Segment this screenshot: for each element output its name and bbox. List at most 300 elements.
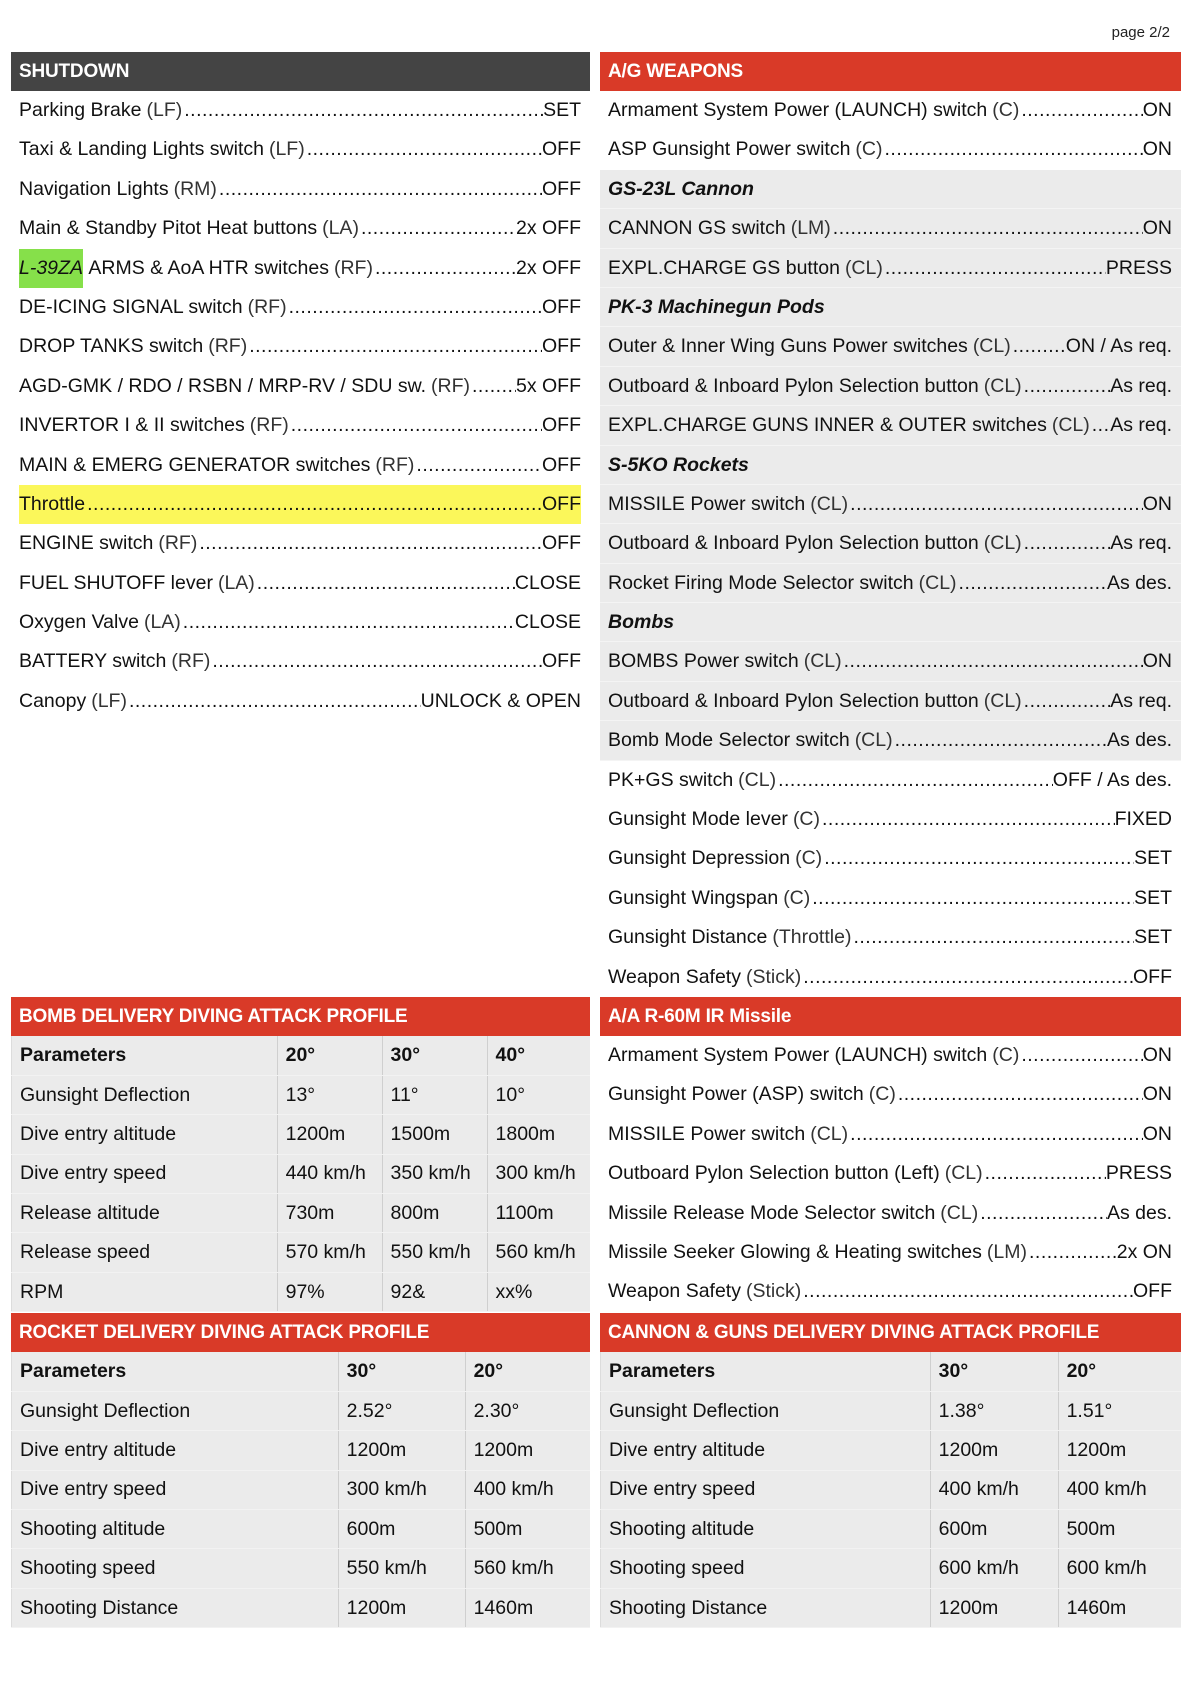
parameter-name: RPM (12, 1272, 278, 1311)
parameter-value: 11° (382, 1075, 487, 1114)
parameter-value: 1200m (930, 1431, 1058, 1470)
column-header: 30° (930, 1352, 1058, 1391)
table-row (12, 1510, 591, 1549)
item-value: ON / As req. (1065, 335, 1172, 358)
dot-leader (1029, 1233, 1117, 1272)
table-row (12, 1272, 591, 1311)
checklist-item (11, 367, 590, 406)
item-label: AGD-GMK / RDO / RSBN / MRP-RV / SDU sw. (19, 374, 427, 397)
item-value: SET (1134, 886, 1172, 909)
dot-leader (850, 1115, 1143, 1154)
parameter-name: Dive entry altitude (12, 1431, 339, 1470)
table-row (12, 1588, 591, 1627)
item-value: OFF (1133, 965, 1172, 988)
column-header: 20° (465, 1352, 590, 1391)
checklist-item (11, 485, 590, 524)
item-label: Main & Standby Pitot Heat buttons (19, 217, 318, 240)
parameter-value: 600m (930, 1510, 1058, 1549)
checklist-item (600, 130, 1181, 169)
parameter-value: 1200m (465, 1431, 590, 1470)
item-location: (RF) (208, 335, 248, 358)
item-label: Outboard & Inboard Pylon Selection button (608, 374, 979, 397)
dot-leader (778, 761, 1053, 800)
dot-leader (1021, 1036, 1142, 1075)
parameter-value: 2.52° (338, 1391, 465, 1430)
item-location: (LA) (322, 217, 359, 240)
item-label: PK+GS switch (608, 768, 734, 791)
table-row (601, 1510, 1182, 1549)
item-label: Outboard & Inboard Pylon Selection button (608, 689, 979, 712)
parameter-value: 400 km/h (465, 1470, 590, 1509)
subsection-title: PK-3 Machinegun Pods (608, 295, 825, 318)
dot-leader (898, 1075, 1143, 1114)
parameter-value: 92& (382, 1272, 487, 1311)
item-label: Navigation Lights (19, 177, 169, 200)
bomb-profile-table (11, 1036, 590, 1312)
parameter-value: 600m (338, 1510, 465, 1549)
parameter-value: 560 km/h (465, 1549, 590, 1588)
checklist-item (600, 367, 1181, 406)
column-header: 20° (277, 1036, 382, 1075)
item-location: (CL) (983, 374, 1022, 397)
item-location: (CL) (983, 532, 1022, 555)
item-location: (LM) (790, 217, 831, 240)
checklist-item (600, 249, 1181, 288)
table-row (12, 1075, 591, 1114)
item-location: (CL) (1051, 414, 1090, 437)
checklist-item (600, 524, 1181, 563)
item-location: (LA) (217, 571, 255, 594)
item-label: INVERTOR I & II switches (19, 414, 245, 437)
checklist (600, 1036, 1181, 1312)
item-value: OFF / As des. (1052, 768, 1172, 791)
item-location: (Throttle) (772, 926, 852, 949)
parameter-value: 570 km/h (277, 1233, 382, 1272)
column-header: 40° (487, 1036, 590, 1075)
checklist-item (600, 1194, 1181, 1233)
checklist-item (11, 406, 590, 445)
item-label: Gunsight Power (ASP) switch (608, 1083, 864, 1106)
parameter-value: 97% (277, 1272, 382, 1311)
item-label: Armament System Power (LAUNCH) switch (608, 99, 988, 121)
section-header: BOMB DELIVERY DIVING ATTACK PROFILE (11, 997, 590, 1036)
item-label: EXPL.CHARGE GS button (608, 256, 840, 279)
parameter-name: Shooting Distance (601, 1588, 931, 1627)
parameter-value: 13° (277, 1075, 382, 1114)
table-row (12, 1391, 591, 1430)
dot-leader (895, 721, 1107, 759)
dot-leader (1024, 524, 1111, 562)
table-row (601, 1431, 1182, 1470)
parameter-value: 400 km/h (930, 1470, 1058, 1509)
aa-missile-section (600, 997, 1181, 1312)
parameter-value: 550 km/h (382, 1233, 487, 1272)
dot-leader (291, 406, 542, 445)
dot-leader (885, 249, 1106, 287)
parameter-value: 730m (277, 1194, 382, 1233)
table-header-row (12, 1036, 591, 1075)
cannon-profile-section (600, 1313, 1181, 1628)
table-header-row (12, 1352, 591, 1391)
parameter-value: 1100m (487, 1194, 590, 1233)
dot-leader (959, 564, 1107, 602)
item-location: (RF) (249, 414, 289, 437)
dot-leader (472, 367, 516, 406)
dot-leader (129, 682, 421, 721)
subsection-header (600, 288, 1181, 327)
item-location: (RF) (247, 295, 287, 318)
dot-leader (1024, 367, 1111, 405)
item-label: BATTERY switch (19, 650, 167, 673)
column-header: 30° (382, 1036, 487, 1075)
item-label: Parking Brake (19, 99, 142, 121)
dot-leader (985, 1154, 1106, 1193)
checklist-item (600, 642, 1181, 681)
item-location: (C) (868, 1083, 896, 1106)
item-location: (CL) (944, 1162, 983, 1185)
item-location: (C) (783, 886, 811, 909)
checklist-item (600, 1272, 1181, 1311)
checklist-item (600, 91, 1181, 130)
subsection-title: GS-23L Cannon (608, 177, 754, 200)
table-row (12, 1194, 591, 1233)
parameter-name: Dive entry altitude (601, 1431, 931, 1470)
item-label: Bomb Mode Selector switch (608, 729, 850, 752)
table-row (12, 1470, 591, 1509)
dot-leader (885, 130, 1143, 169)
section-header: A/A R-60M IR Missile (600, 997, 1181, 1036)
rocket-profile-table (11, 1352, 590, 1628)
item-label: Gunsight Depression (608, 847, 791, 870)
parameter-name: Shooting speed (601, 1549, 931, 1588)
item-label: ARMS & AoA HTR switches (88, 256, 329, 279)
rocket-profile-section (11, 1313, 590, 1628)
item-value: As des. (1106, 1201, 1172, 1224)
table-row (12, 1431, 591, 1470)
item-value: ON (1142, 492, 1172, 515)
parameter-name: Dive entry speed (601, 1470, 931, 1509)
column-header: Parameters (12, 1352, 339, 1391)
dot-leader (1092, 406, 1110, 444)
item-location: (CL) (972, 335, 1011, 358)
table-row (12, 1154, 591, 1193)
parameter-name: Shooting altitude (12, 1510, 339, 1549)
checklist-item (11, 682, 590, 721)
item-value: As req. (1110, 532, 1172, 555)
item-location: (CL) (854, 729, 893, 752)
dot-leader (833, 209, 1143, 247)
item-label: Canopy (19, 689, 87, 712)
column-header: 20° (1058, 1352, 1181, 1391)
table-row (12, 1115, 591, 1154)
parameter-value: 1200m (338, 1431, 465, 1470)
section-header: A/G WEAPONS (600, 52, 1181, 91)
parameter-value: 300 km/h (338, 1470, 465, 1509)
dot-leader (853, 918, 1134, 957)
item-value: CLOSE (514, 611, 581, 634)
item-value: ON (1142, 1044, 1172, 1066)
parameter-value: xx% (487, 1272, 590, 1311)
item-location: (CL) (738, 768, 777, 791)
item-label: Weapon Safety (608, 1280, 741, 1303)
item-value: 2x OFF (515, 217, 581, 240)
item-value: OFF (542, 453, 581, 476)
parameter-value: 400 km/h (1058, 1470, 1181, 1509)
checklist-item (11, 288, 590, 327)
item-label: Outboard Pylon Selection button (Left) (608, 1162, 940, 1185)
dot-leader (87, 485, 542, 524)
dot-leader (1024, 682, 1111, 720)
parameter-value: 500m (1058, 1510, 1181, 1549)
dot-leader (184, 91, 543, 130)
checklist-item (600, 406, 1181, 445)
parameter-name: Dive entry speed (12, 1154, 278, 1193)
checklist-item (600, 918, 1181, 957)
parameter-value: 1.38° (930, 1391, 1058, 1430)
ag-weapons-section (600, 52, 1181, 997)
highlight-marker (19, 485, 581, 524)
column-header: 30° (338, 1352, 465, 1391)
dot-leader (375, 249, 516, 288)
item-label: DE-ICING SIGNAL switch (19, 295, 243, 318)
item-location: (CL) (940, 1201, 979, 1224)
item-value: OFF (1133, 1280, 1172, 1303)
parameter-name: Gunsight Deflection (12, 1391, 339, 1430)
item-location: (LA) (143, 611, 181, 634)
column-header: Parameters (12, 1036, 278, 1075)
checklist-item (600, 721, 1181, 760)
dot-leader (803, 958, 1133, 997)
checklist-item (11, 642, 590, 681)
item-location: (RF) (171, 650, 211, 673)
item-value: OFF (542, 650, 581, 673)
dot-leader (249, 327, 542, 366)
bomb-profile-section (11, 997, 590, 1312)
checklist-item (600, 1154, 1181, 1193)
subsection-title: S-5KO Rockets (608, 453, 749, 476)
dot-leader (844, 642, 1143, 680)
dot-leader (219, 170, 542, 209)
section-header: CANNON & GUNS DELIVERY DIVING ATTACK PROFILE (600, 1313, 1181, 1352)
item-location: (LF) (146, 99, 183, 121)
subsection-header (600, 170, 1181, 209)
column-header: Parameters (601, 1352, 931, 1391)
checklist-item (600, 800, 1181, 839)
parameter-value: 1.51° (1058, 1391, 1181, 1430)
dot-leader (183, 603, 515, 642)
item-label: Armament System Power (LAUNCH) switch (608, 1044, 988, 1066)
item-label: Throttle (19, 492, 86, 515)
parameter-name: Shooting Distance (12, 1588, 339, 1627)
parameter-name: Gunsight Deflection (601, 1391, 931, 1430)
parameter-value: 1200m (930, 1588, 1058, 1627)
item-value: As req. (1110, 374, 1172, 397)
item-location: (CL) (918, 571, 957, 594)
checklist-item (600, 1036, 1181, 1075)
item-location: (C) (992, 99, 1020, 121)
item-location: (RF) (333, 256, 373, 279)
checklist-item (600, 761, 1181, 800)
dot-leader (1013, 327, 1066, 365)
parameter-value: 1500m (382, 1115, 487, 1154)
dot-leader (1021, 91, 1142, 130)
item-location: (CL) (810, 1122, 849, 1145)
table-header-row (601, 1352, 1182, 1391)
dot-leader (289, 288, 542, 327)
item-value: 2x OFF (515, 256, 581, 279)
cannon-profile-table (600, 1352, 1181, 1628)
parameter-name: Gunsight Deflection (12, 1075, 278, 1114)
item-value: OFF (542, 335, 581, 358)
checklist-item (600, 879, 1181, 918)
parameter-value: 560 km/h (487, 1233, 590, 1272)
parameter-value: 500m (465, 1510, 590, 1549)
item-label: Taxi & Landing Lights switch (19, 138, 264, 161)
table-row (601, 1391, 1182, 1430)
item-value: ON (1142, 99, 1172, 121)
parameter-name: Shooting speed (12, 1549, 339, 1588)
checklist-item (600, 1075, 1181, 1114)
checklist-item (600, 1233, 1181, 1272)
item-location: (RF) (158, 532, 198, 555)
item-value: SET (543, 99, 581, 121)
item-location: (RF) (431, 374, 470, 397)
item-value: As req. (1110, 689, 1172, 712)
dot-leader (416, 446, 542, 485)
item-value: ON (1142, 138, 1172, 161)
item-value: OFF (542, 414, 581, 437)
item-location: (CL) (844, 256, 883, 279)
item-value: ON (1142, 650, 1172, 673)
checklist-item (600, 682, 1181, 721)
section-header: SHUTDOWN (11, 52, 590, 91)
checklist-item (11, 130, 590, 169)
parameter-name: Dive entry speed (12, 1470, 339, 1509)
subsection-header (600, 446, 1181, 485)
table-row (12, 1549, 591, 1588)
item-location: (CL) (810, 492, 849, 515)
item-label: CANNON GS switch (608, 217, 786, 240)
dot-leader (212, 642, 542, 681)
item-value: OFF (542, 295, 581, 318)
dot-leader (980, 1194, 1107, 1233)
item-location: (C) (855, 138, 883, 161)
dot-leader (822, 800, 1115, 839)
item-location: (C) (795, 847, 823, 870)
item-value: PRESS (1105, 256, 1172, 279)
table-row (601, 1588, 1182, 1627)
item-value: OFF (542, 138, 581, 161)
checklist-item (600, 958, 1181, 997)
item-location: (C) (792, 808, 821, 831)
item-value: OFF (542, 492, 581, 515)
item-label: EXPL.CHARGE GUNS INNER & OUTER switches (608, 414, 1047, 437)
checklist-item (11, 564, 590, 603)
checklist-item (600, 1115, 1181, 1154)
variant-tag: L-39ZA (19, 249, 83, 288)
item-value: OFF (542, 532, 581, 555)
item-location: (RM) (173, 177, 217, 200)
item-value: SET (1134, 847, 1172, 870)
checklist-item (600, 839, 1181, 878)
checklist-item (11, 603, 590, 642)
parameter-value: 300 km/h (487, 1154, 590, 1193)
item-value: As req. (1110, 414, 1172, 437)
item-value: PRESS (1105, 1162, 1172, 1185)
item-location: (LF) (268, 138, 305, 161)
item-label: Gunsight Wingspan (608, 886, 779, 909)
parameter-value: 1460m (1058, 1588, 1181, 1627)
item-label: Rocket Firing Mode Selector switch (608, 571, 914, 594)
item-value: SET (1134, 926, 1172, 949)
item-label: Oxygen Valve (19, 611, 139, 634)
parameter-value: 350 km/h (382, 1154, 487, 1193)
parameter-value: 600 km/h (930, 1549, 1058, 1588)
table-row (601, 1549, 1182, 1588)
item-label: ASP Gunsight Power switch (608, 138, 851, 161)
item-location: (Stick) (745, 965, 802, 988)
parameter-name: Release altitude (12, 1194, 278, 1233)
parameter-value: 1200m (338, 1588, 465, 1627)
parameter-value: 1460m (465, 1588, 590, 1627)
item-value: 2x ON (1116, 1240, 1172, 1263)
item-label: MAIN & EMERG GENERATOR switches (19, 453, 371, 476)
item-label: ENGINE switch (19, 532, 154, 555)
dot-leader (199, 524, 542, 563)
checklist-item (11, 209, 590, 248)
item-value: UNLOCK & OPEN (420, 689, 581, 712)
item-location: (LM) (986, 1240, 1027, 1263)
item-value: As des. (1106, 729, 1172, 752)
dot-leader (803, 1272, 1133, 1311)
item-value: ON (1142, 1122, 1172, 1145)
parameter-name: Dive entry altitude (12, 1115, 278, 1154)
parameter-value: 550 km/h (338, 1549, 465, 1588)
parameter-value: 600 km/h (1058, 1549, 1181, 1588)
item-label: MISSILE Power switch (608, 492, 806, 515)
item-location: (CL) (803, 650, 842, 673)
table-row (601, 1470, 1182, 1509)
shutdown-section (11, 52, 590, 721)
checklist-item (11, 170, 590, 209)
item-label: Gunsight Distance (608, 926, 768, 949)
item-value: CLOSE (514, 571, 581, 594)
parameter-value: 2.30° (465, 1391, 590, 1430)
parameter-value: 440 km/h (277, 1154, 382, 1193)
item-label: Outboard & Inboard Pylon Selection button (608, 532, 979, 555)
item-label: FUEL SHUTOFF lever (19, 571, 213, 594)
checklist (11, 91, 590, 721)
item-label: Weapon Safety (608, 965, 741, 988)
item-label: DROP TANKS switch (19, 335, 204, 358)
parameter-value: 10° (487, 1075, 590, 1114)
item-location: (Stick) (745, 1280, 802, 1303)
item-value: FIXED (1114, 808, 1172, 831)
item-label: BOMBS Power switch (608, 650, 799, 673)
checklist-item (600, 485, 1181, 524)
checklist-item (11, 524, 590, 563)
item-location: (CL) (983, 689, 1022, 712)
item-value: OFF (542, 177, 581, 200)
item-location: (LF) (91, 689, 127, 712)
item-label: MISSILE Power switch (608, 1122, 806, 1145)
parameter-value: 1200m (277, 1115, 382, 1154)
checklist-item (11, 327, 590, 366)
item-value: ON (1142, 217, 1172, 240)
item-value: ON (1142, 1083, 1172, 1106)
item-location: (RF) (375, 453, 415, 476)
dot-leader (824, 839, 1134, 878)
